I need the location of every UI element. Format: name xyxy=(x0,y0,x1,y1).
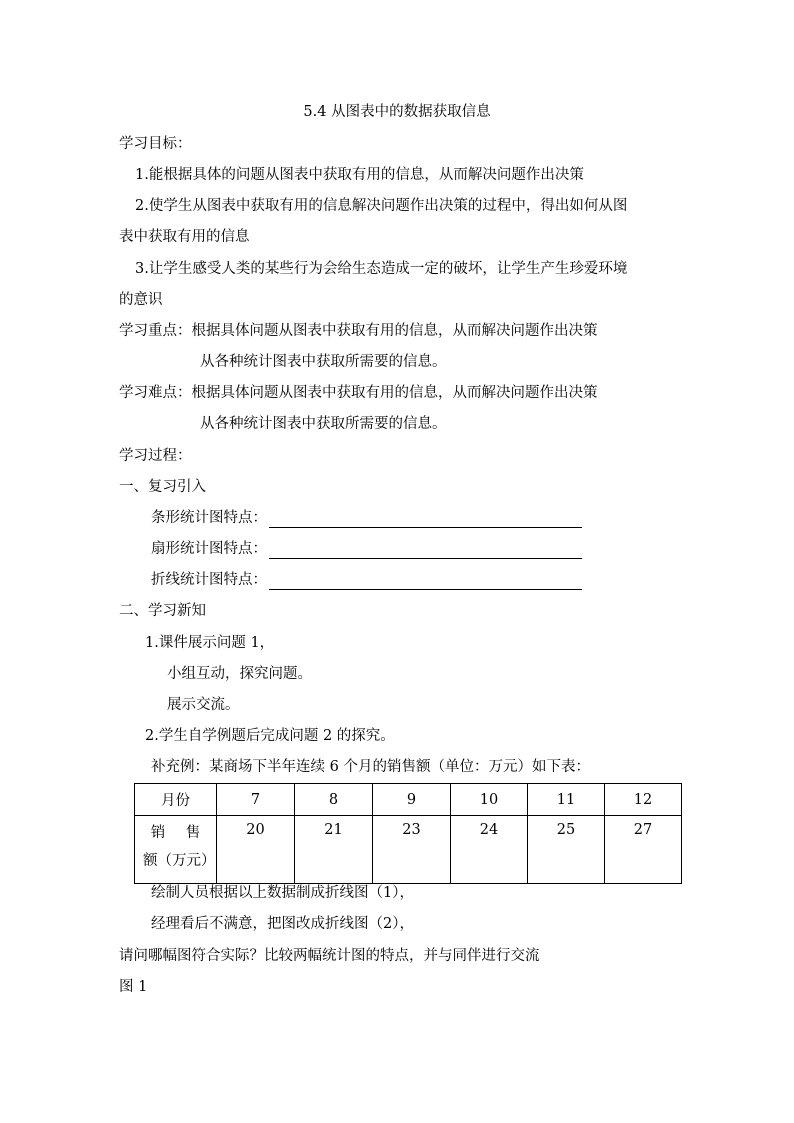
step-2: 2.学生自学例题后完成问题 2 的探究。 xyxy=(145,728,395,744)
line-chart-feature-label: 折线统计图特点： xyxy=(151,572,267,588)
step-1: 1.课件展示问题 1， xyxy=(145,635,275,651)
table-cell-month: 8 xyxy=(295,784,373,816)
page-title: 5.4 从图表中的数据获取信息 xyxy=(303,104,491,120)
pie-chart-feature-label: 扇形统计图特点： xyxy=(151,541,267,557)
bar-chart-answer-blank[interactable] xyxy=(269,511,582,528)
figure-label: 图 1 xyxy=(119,979,148,995)
difficulties-line-2: 从各种统计图表中获取所需要的信息。 xyxy=(200,416,447,432)
bar-chart-feature xyxy=(151,508,582,528)
table-cell-sales: 24 xyxy=(451,816,528,884)
difficulties xyxy=(119,383,598,403)
sales-table xyxy=(134,783,682,884)
table-cell-sales: 27 xyxy=(605,816,682,884)
example-intro: 补充例：某商场下半年连续 6 个月的销售额（单位：万元）如下表： xyxy=(151,759,590,775)
line-chart-answer-blank[interactable] xyxy=(269,573,582,590)
step-1-group: 小组互动，探究问题。 xyxy=(167,666,312,682)
table-cell-month: 12 xyxy=(605,784,682,816)
objective-2-line-2: 表中获取有用的信息 xyxy=(119,229,250,245)
objective-3-line-2: 的意识 xyxy=(119,292,163,308)
objectives-heading: 学习目标： xyxy=(119,136,192,152)
difficulties-label: 学习难点： xyxy=(119,385,192,401)
table-cell-month: 11 xyxy=(528,784,605,816)
line-chart-feature xyxy=(151,570,582,590)
table-cell-sales: 23 xyxy=(373,816,451,884)
pie-chart-feature xyxy=(151,539,582,559)
sales-label-line-1: 销 售 xyxy=(150,825,209,841)
difficulties-line-1: 根据具体问题从图表中获取有用的信息，从而解决问题作出决策 xyxy=(191,385,598,401)
key-points-line-1: 根据具体问题从图表中获取有用的信息，从而解决问题作出决策 xyxy=(191,323,598,339)
table-header-sales xyxy=(135,816,217,884)
table-header-month: 月份 xyxy=(135,784,217,816)
after-table-line-2: 经理看后不满意，把图改成折线图（2）， xyxy=(151,916,414,932)
table-cell-month: 7 xyxy=(217,784,295,816)
table-cell-month: 10 xyxy=(451,784,528,816)
section-review: 一、复习引入 xyxy=(119,479,206,495)
pie-chart-answer-blank[interactable] xyxy=(269,542,582,559)
process-heading: 学习过程： xyxy=(119,448,192,464)
key-points-label: 学习重点： xyxy=(119,323,192,339)
step-1-share: 展示交流。 xyxy=(167,697,240,713)
key-points xyxy=(119,321,598,341)
comparison-question: 请问哪幅图符合实际？比较两幅统计图的特点，并与同伴进行交流 xyxy=(119,948,540,964)
section-new-knowledge: 二、学习新知 xyxy=(119,603,206,619)
objective-2-line-1: 2.使学生从图表中获取有用的信息解决问题作出决策的过程中，得出如何从图 xyxy=(135,198,628,214)
table-cell-sales: 21 xyxy=(295,816,373,884)
table-row-months xyxy=(135,784,682,816)
objective-1: 1.能根据具体的问题从图表中获取有用的信息，从而解决问题作出决策 xyxy=(135,167,584,183)
table-row-sales xyxy=(135,816,682,884)
bar-chart-feature-label: 条形统计图特点： xyxy=(151,510,267,526)
table-cell-sales: 20 xyxy=(217,816,295,884)
table-cell-month: 9 xyxy=(373,784,451,816)
objective-3-line-1: 3.让学生感受人类的某些行为会给生态造成一定的破坏，让学生产生珍爱环境 xyxy=(135,261,628,277)
table-cell-sales: 25 xyxy=(528,816,605,884)
after-table-line-1: 绘制人员根据以上数据制成折线图（1）， xyxy=(151,885,414,901)
sales-label-line-2: 额（万元） xyxy=(143,853,216,869)
key-points-line-2: 从各种统计图表中获取所需要的信息。 xyxy=(200,354,447,370)
